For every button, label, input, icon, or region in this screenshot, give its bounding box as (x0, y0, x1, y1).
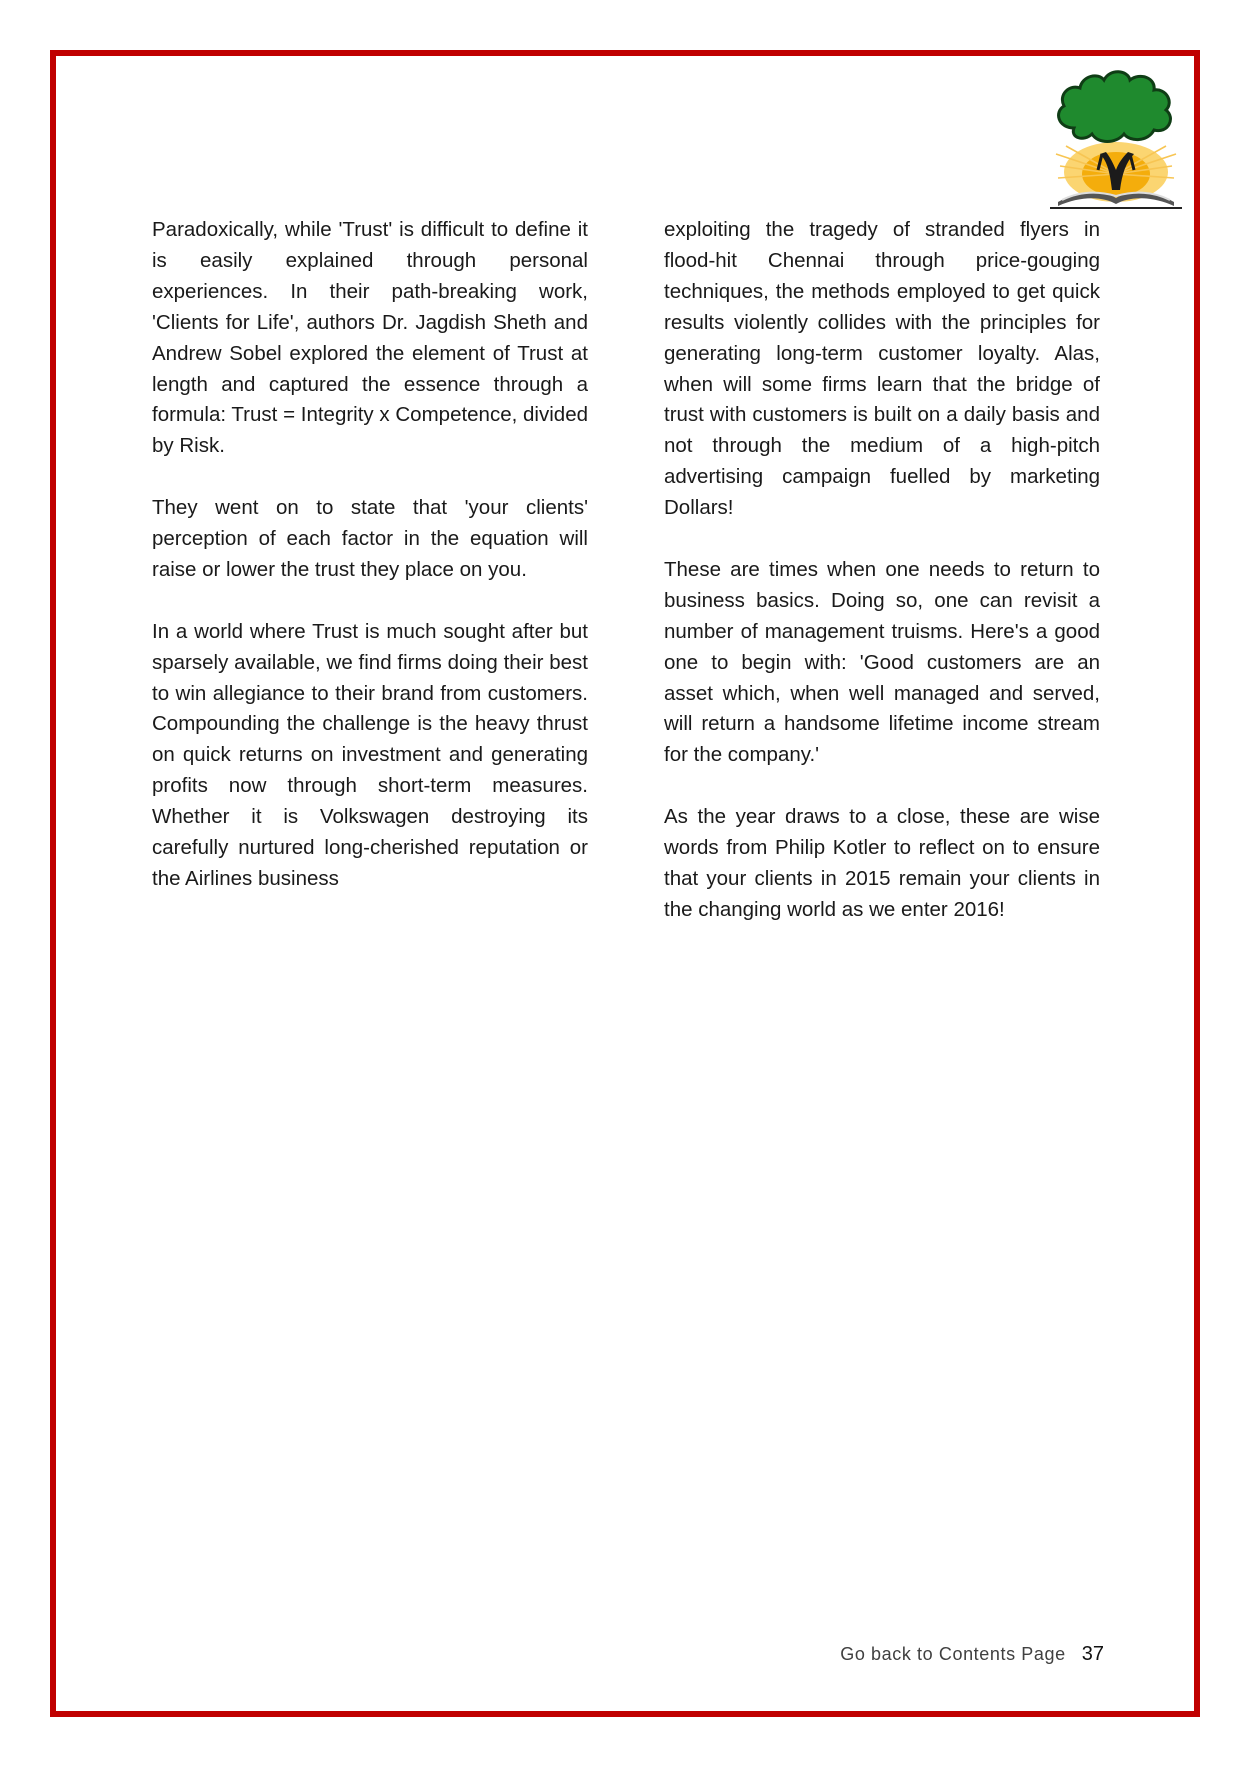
paragraph: They went on to state that 'your clients' perception of each factor in the equation will raise or lower the trust they place on you. (152, 496, 588, 581)
paragraph: exploiting the tragedy of stranded flyers in flood-hit Chennai through price-gouging techniques, the methods employed to get quick results violently collides with the principles for generating long-term customer loyalty. Alas, when will some firms learn that the bridge of trust with customers is built on a daily basis and not through the medium of a high-pitch advertising campaign fuelled by marketing Dollars! (664, 218, 1100, 520)
page-footer (840, 1643, 1104, 1666)
page-number: 37 (1081, 1643, 1104, 1665)
tree-book-logo-icon (1040, 62, 1192, 214)
contents-page-link[interactable]: Go back to Contents Page (840, 1644, 1066, 1664)
left-column (152, 215, 588, 926)
paragraph: As the year draws to a close, these are wise words from Philip Kotler to reflect on to ensure that your clients in 2015 remain your clients in the changing world as we enter 2016! (664, 805, 1100, 921)
paragraph: In a world where Trust is much sought after but sparsely available, we find firms doing their best to win allegiance to their brand from customers. Compounding the challenge is the heavy thrust on quick returns on investment and generating profits now through short-term measures. Whether it is Volkswagen destroying its carefully nurtured long-cherished reputation or the Airlines business (152, 619, 588, 890)
right-column (664, 215, 1100, 957)
paragraph: Paradoxically, while 'Trust' is difficult to define it is easily explained through personal experiences. In their path-breaking work, 'Clients for Life', authors Dr. Jagdish Sheth and Andrew Sobel explored the element of Trust at length and captured the essence through a formula: Trust = Integrity x Competence, divided by Risk. (152, 218, 588, 458)
paragraph: These are times when one needs to return to business basics. Doing so, one can revisit a number of management truisms. Here's a good one to begin with: 'Good customers are an asset which, when well managed and served, will return a handsome lifetime income stream for the company.' (664, 557, 1100, 767)
